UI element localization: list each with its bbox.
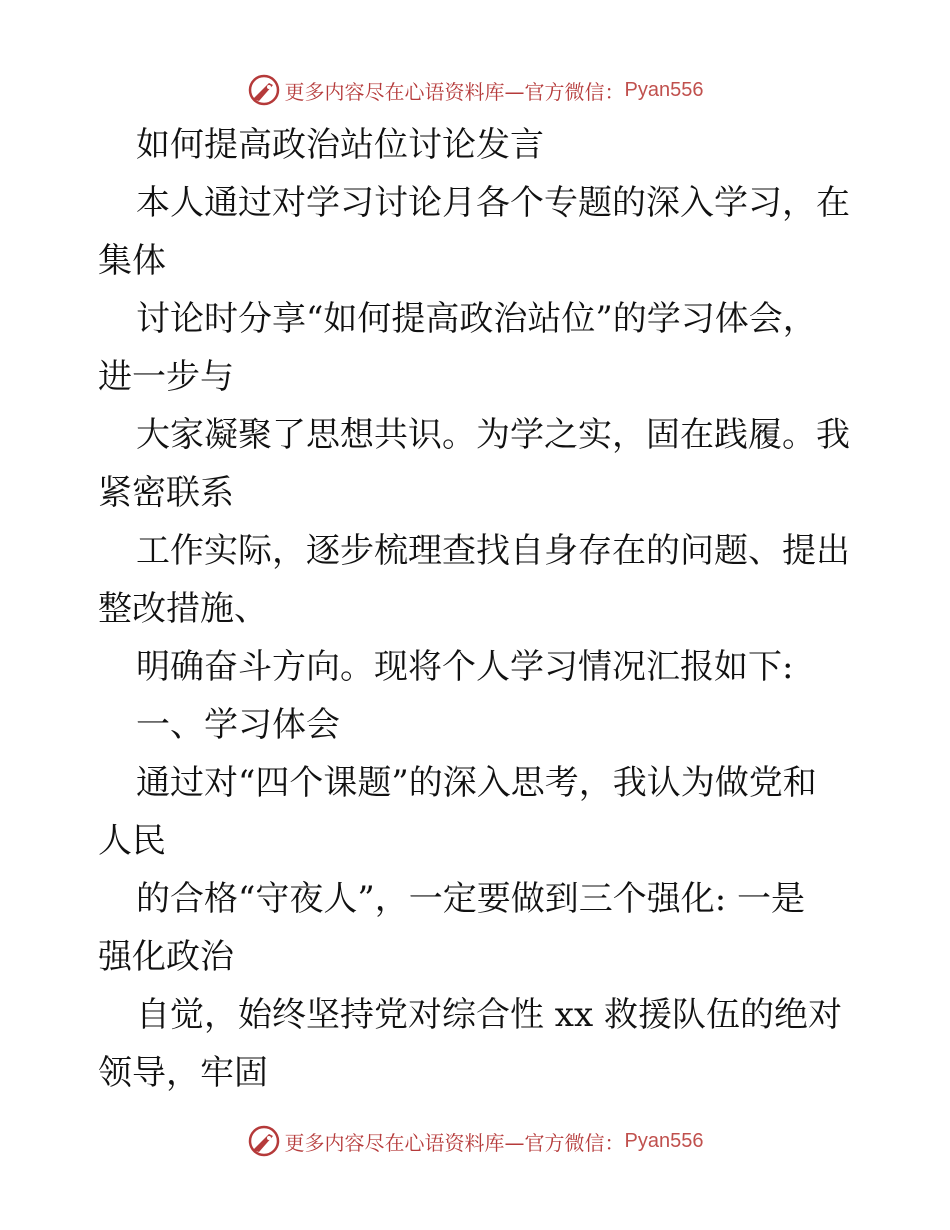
- text-line: 通过对“四个课题”的深入思考，我认为做党和: [136, 763, 817, 803]
- watermark-wechat-id: Pyan556: [624, 78, 704, 101]
- text-line: 集体: [98, 241, 166, 281]
- text-line: 工作实际，逐步梳理查找自身存在的问题、提出: [136, 531, 850, 571]
- text-line: 大家凝聚了思想共识。为学之实，固在践履。我: [136, 415, 850, 455]
- text-line: 进一步与: [98, 357, 234, 397]
- text-line: 明确奋斗方向。现将个人学习情况汇报如下:: [136, 647, 794, 687]
- text-line: 紧密联系: [98, 473, 234, 513]
- text-line: 强化政治: [98, 937, 234, 977]
- pen-logo-icon: [247, 73, 281, 107]
- footer-watermark: [0, 1121, 950, 1161]
- text-line: 讨论时分享“如何提高政治站位”的学习体会，: [136, 299, 817, 339]
- watermark-text: 更多内容尽在心语资料库—官方微信：: [284, 79, 625, 104]
- text-line: 如何提高政治站位讨论发言: [136, 125, 544, 165]
- text-line: 人民: [98, 821, 166, 861]
- text-line: 自觉，始终坚持党对综合性 xx 救援队伍的绝对: [136, 995, 842, 1035]
- watermark-text: 更多内容尽在心语资料库—官方微信：: [284, 1130, 625, 1155]
- text-line: 一、学习体会: [136, 705, 340, 745]
- header-watermark: [0, 70, 950, 110]
- document-body: [98, 116, 858, 1102]
- text-line: 的合格“守夜人”，一定要做到三个强化: 一是: [136, 879, 806, 919]
- text-line: 领导，牢固: [98, 1053, 268, 1093]
- text-line: 本人通过对学习讨论月各个专题的深入学习，在: [136, 183, 850, 223]
- text-line: 整改措施、: [98, 589, 268, 629]
- pen-logo-icon: [247, 1124, 281, 1158]
- watermark-wechat-id: Pyan556: [624, 1129, 704, 1152]
